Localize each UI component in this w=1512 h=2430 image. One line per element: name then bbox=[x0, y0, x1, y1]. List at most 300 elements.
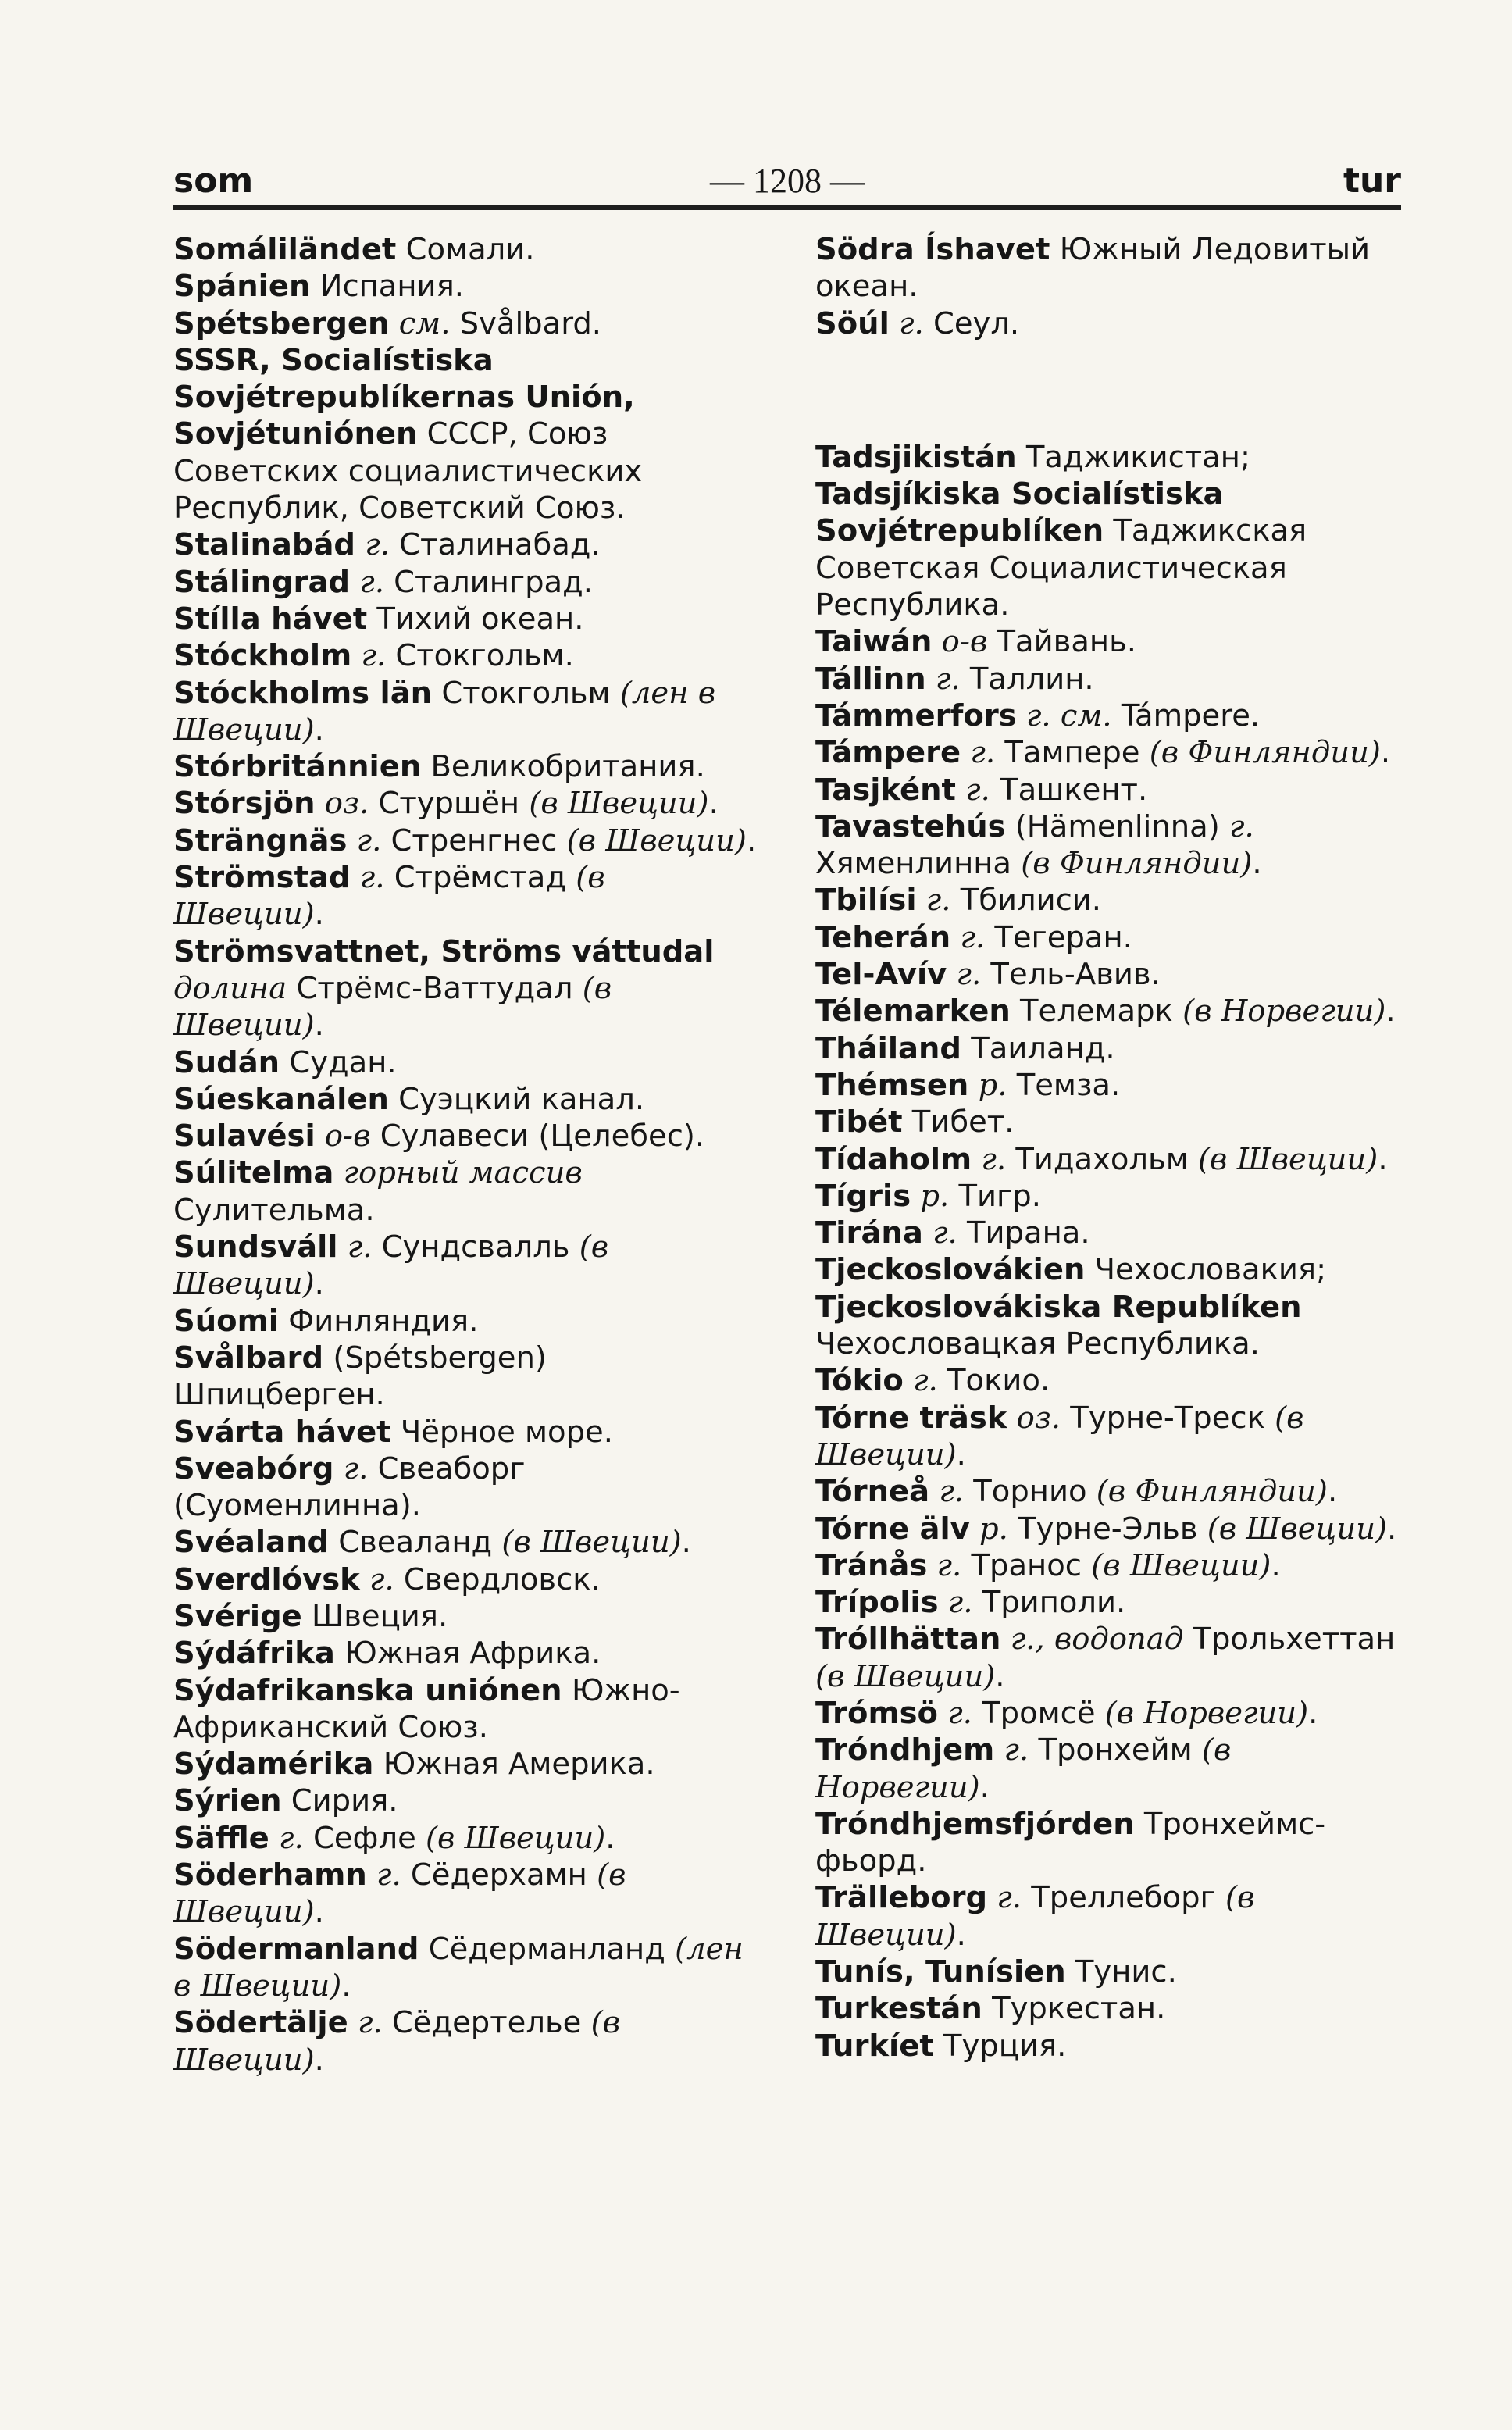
grammar-note: г. bbox=[994, 1732, 1029, 1768]
headword: Tháiland bbox=[815, 1030, 961, 1066]
grammar-note: г. bbox=[987, 1880, 1022, 1916]
dictionary-entry bbox=[815, 2028, 1403, 2064]
dictionary-entry bbox=[815, 661, 1403, 698]
grammar-note: г. bbox=[925, 661, 961, 697]
headword: Strömstad bbox=[173, 860, 351, 896]
grammar-note: г. см. bbox=[1016, 698, 1112, 733]
grammar-note: г. bbox=[916, 883, 951, 919]
translation: Чёрное море. bbox=[390, 1414, 613, 1450]
dictionary-entry bbox=[815, 993, 1403, 1029]
translation: Сталинабад. bbox=[389, 527, 601, 563]
translation: . bbox=[1308, 1695, 1318, 1731]
dictionary-entry bbox=[815, 1251, 1403, 1362]
translation: . bbox=[995, 1658, 1005, 1694]
headword: Svålbard bbox=[173, 1340, 324, 1376]
grammar-note: г. bbox=[947, 957, 982, 993]
headword: Tadsjikistán bbox=[815, 439, 1017, 475]
translation: Тайвань. bbox=[987, 624, 1137, 660]
headword: Strängnäs bbox=[173, 822, 348, 858]
headword: Sverdlóvsk bbox=[173, 1561, 360, 1597]
dictionary-entry bbox=[815, 1362, 1403, 1399]
dictionary-entry bbox=[815, 1511, 1403, 1547]
headword: Trómsö bbox=[815, 1695, 938, 1731]
headword: Söúl bbox=[815, 305, 890, 341]
translation: Триполи. bbox=[972, 1585, 1126, 1621]
dictionary-entry bbox=[173, 1561, 761, 1598]
dictionary-entry bbox=[173, 1635, 761, 1672]
grammar-note: (в Швеции) bbox=[1198, 1141, 1378, 1177]
translation: Южная Америка. bbox=[373, 1747, 655, 1782]
headword: Söderhamn bbox=[173, 1857, 367, 1893]
headword: Strömsvattnet, Ströms váttudal bbox=[173, 933, 715, 969]
headword: Stóckholms län bbox=[173, 675, 433, 711]
headword: Támpere bbox=[815, 735, 961, 771]
dictionary-entry bbox=[173, 231, 761, 268]
translation: Сёдертелье bbox=[382, 2005, 591, 2041]
dictionary-entry bbox=[173, 1081, 761, 1118]
translation: Тронхейм bbox=[1029, 1732, 1202, 1768]
headword: Södertälje bbox=[173, 2005, 348, 2041]
grammar-note: (в Норвегии) bbox=[1104, 1695, 1309, 1731]
dictionary-entry bbox=[815, 919, 1403, 956]
translation: Сеул. bbox=[923, 305, 1020, 341]
translation: Ташкент. bbox=[990, 772, 1148, 808]
translation: . bbox=[1387, 1511, 1397, 1547]
translation: Финляндия. bbox=[278, 1303, 479, 1339]
headword: Támmerfors bbox=[815, 698, 1017, 733]
translation: Сулавеси (Целебес). bbox=[370, 1119, 705, 1154]
dictionary-entry bbox=[815, 439, 1403, 623]
translation: Svålbard. bbox=[450, 305, 602, 341]
headword: Sulavési bbox=[173, 1119, 316, 1154]
grammar-note: см. bbox=[389, 305, 451, 341]
headword: Tirána bbox=[815, 1215, 923, 1251]
dictionary-entry bbox=[815, 1990, 1403, 2027]
dictionary-entry bbox=[173, 526, 761, 563]
translation: Токио. bbox=[937, 1363, 1050, 1399]
translation: . bbox=[314, 712, 324, 748]
dictionary-entry bbox=[173, 785, 761, 822]
translation: Тбилиси. bbox=[950, 883, 1102, 919]
headword: Sýdamérika bbox=[173, 1747, 374, 1782]
headword: Sýrien bbox=[173, 1783, 282, 1819]
dictionary-entry bbox=[815, 734, 1403, 771]
headword: Tasjként bbox=[815, 772, 956, 808]
translation: . bbox=[956, 1436, 966, 1472]
grammar-note: г. bbox=[351, 638, 387, 674]
grammar-note: (в Швеции) bbox=[173, 970, 612, 1044]
headword: SSSR, Socialístiska Sovjétrepublíkernas Unión, Sovjétuniónen bbox=[173, 342, 635, 452]
translation: Тромсё bbox=[972, 1695, 1105, 1731]
dictionary-entry bbox=[173, 1782, 761, 1819]
translation: . bbox=[681, 1525, 691, 1561]
header-left-guideword: som bbox=[173, 161, 254, 201]
headword: Tibét bbox=[815, 1104, 903, 1140]
grammar-note: г., водопад bbox=[1000, 1622, 1184, 1657]
translation: Треллеборг bbox=[1022, 1880, 1225, 1916]
headword: Tróndhjem bbox=[815, 1732, 995, 1768]
dictionary-entry bbox=[815, 1215, 1403, 1251]
headword: Sýdafrikanska uniónen bbox=[173, 1672, 562, 1708]
grammar-note: г. bbox=[937, 1695, 972, 1731]
translation: Сомали. bbox=[396, 232, 535, 267]
grammar-note: (в Финляндии) bbox=[1021, 846, 1253, 882]
headword: Tígris bbox=[815, 1178, 911, 1214]
dictionary-entry bbox=[815, 231, 1403, 305]
grammar-note: р. bbox=[969, 1511, 1008, 1547]
grammar-note: (лен в Швеции) bbox=[173, 1931, 744, 2004]
dictionary-entry bbox=[815, 772, 1403, 808]
translation: Тегеран. bbox=[985, 919, 1132, 955]
translation: Свердловск. bbox=[394, 1561, 601, 1597]
entry-gap bbox=[815, 372, 1403, 409]
grammar-note: г. bbox=[972, 1141, 1007, 1177]
translation: Таджикистан; bbox=[1016, 439, 1250, 475]
translation: (Spétsbergen) Шпицберген. bbox=[173, 1340, 547, 1413]
headword: Súlitelma bbox=[173, 1155, 334, 1191]
headword: Sundsváll bbox=[173, 1229, 338, 1265]
grammar-note: (в Швеции) bbox=[1091, 1547, 1271, 1583]
grammar-note: г. bbox=[359, 1561, 394, 1597]
dictionary-entry bbox=[173, 268, 761, 305]
dictionary-entry bbox=[173, 2004, 761, 2079]
translation: Сёдерхамн bbox=[401, 1857, 597, 1893]
headword: Stálingrad bbox=[173, 564, 350, 600]
headword: Södra Íshavet bbox=[815, 232, 1050, 267]
translation: Тампере bbox=[995, 735, 1150, 771]
headword: Tjeckoslovákiska Republíken bbox=[815, 1289, 1302, 1325]
dictionary-entry bbox=[173, 1672, 761, 1747]
translation: Телемарк bbox=[1010, 994, 1183, 1029]
headword: Svéaland bbox=[173, 1525, 330, 1561]
headword: Tunís, Tunísien bbox=[815, 1954, 1066, 1990]
dictionary-entry bbox=[815, 1584, 1403, 1621]
dictionary-entry bbox=[173, 1340, 761, 1414]
dictionary-entry bbox=[173, 1931, 761, 2005]
dictionary-entry bbox=[173, 822, 761, 859]
dictionary-entry bbox=[173, 748, 761, 785]
dictionary-entry bbox=[815, 1695, 1403, 1732]
dictionary-entry bbox=[173, 1118, 761, 1154]
dictionary-entry bbox=[173, 305, 761, 342]
translation: Трольхеттан bbox=[1183, 1622, 1396, 1657]
translation: Суэцкий канал. bbox=[388, 1081, 645, 1117]
translation: Стокгольм. bbox=[386, 638, 574, 674]
headword: Thémsen bbox=[815, 1067, 969, 1103]
dictionary-entry bbox=[173, 933, 761, 1044]
headword: Säffle bbox=[173, 1820, 269, 1856]
dictionary-entry bbox=[815, 623, 1403, 660]
dictionary-entry bbox=[815, 882, 1403, 919]
headword: Taiwán bbox=[815, 624, 933, 660]
translation: . bbox=[746, 822, 757, 858]
translation: СССР, Союз Советских социалистических Республик, Советский Союз. bbox=[173, 416, 643, 526]
headword: Tjeckoslovákien bbox=[815, 1252, 1086, 1288]
dictionary-entry bbox=[815, 808, 1403, 883]
headword: Stóckholm bbox=[173, 638, 352, 674]
translation: Турне-Эльв bbox=[1007, 1511, 1207, 1547]
headword: Tbilísi bbox=[815, 883, 917, 919]
translation: Тель-Авив. bbox=[981, 957, 1161, 993]
headword: Tórne träsk bbox=[815, 1400, 1007, 1436]
translation: Сталинград. bbox=[383, 564, 593, 600]
grammar-note: горный массив bbox=[333, 1155, 583, 1191]
dictionary-entry bbox=[173, 1451, 761, 1525]
dictionary-entry bbox=[173, 1303, 761, 1340]
translation: Тирана. bbox=[957, 1215, 1090, 1251]
dictionary-entry bbox=[173, 1229, 761, 1303]
translation: . bbox=[314, 2042, 324, 2078]
translation: Таллин. bbox=[960, 661, 1094, 697]
translation: . bbox=[1327, 1474, 1338, 1510]
translation: Чехословацкая Республика. bbox=[815, 1326, 1260, 1362]
headword: Sudán bbox=[173, 1044, 280, 1080]
grammar-note: г. bbox=[350, 564, 384, 600]
headword: Svárta hávet bbox=[173, 1414, 391, 1450]
dictionary-entry bbox=[173, 859, 761, 933]
headword: Trípolis bbox=[815, 1585, 939, 1621]
translation: . bbox=[1380, 735, 1391, 771]
dictionary-entry bbox=[173, 1598, 761, 1635]
dictionary-entry bbox=[815, 1621, 1403, 1695]
headword: Sveabórg bbox=[173, 1451, 334, 1486]
translation: Сёдерманланд bbox=[419, 1931, 676, 1967]
grammar-note: г. bbox=[333, 1451, 369, 1486]
headword: Stórsjön bbox=[173, 786, 316, 822]
grammar-note: (в Норвегии) bbox=[815, 1732, 1232, 1805]
translation: Стуршён bbox=[369, 786, 530, 822]
translation: Сулительма. bbox=[173, 1192, 375, 1228]
headword: Södermanland bbox=[173, 1931, 419, 1967]
grammar-note: долина bbox=[173, 970, 287, 1006]
dictionary-entry bbox=[815, 1954, 1403, 1990]
translation: Стрёмстад bbox=[384, 860, 576, 896]
translation: Таджикская Советская Социалистическая Республика. bbox=[815, 513, 1307, 623]
headword: Súeskanálen bbox=[173, 1081, 389, 1117]
dictionary-entry bbox=[173, 637, 761, 674]
grammar-note: (в Швеции) bbox=[173, 860, 605, 933]
left-column bbox=[173, 231, 761, 2079]
grammar-note: г. bbox=[1228, 808, 1254, 844]
translation: Таиланд. bbox=[961, 1030, 1115, 1066]
translation: Туркестан. bbox=[982, 1991, 1166, 2027]
translation: Сундсвалль bbox=[372, 1229, 579, 1265]
dictionary-entry bbox=[173, 1746, 761, 1782]
page-number: — 1208 — bbox=[710, 162, 865, 200]
dictionary-entry bbox=[173, 1524, 761, 1561]
translation: Темза. bbox=[1007, 1067, 1121, 1103]
page-header bbox=[173, 153, 1401, 208]
grammar-note: (в Швеции) bbox=[529, 786, 709, 822]
grammar-note: (лен в Швеции) bbox=[173, 675, 716, 748]
grammar-note: г. bbox=[337, 1229, 373, 1265]
grammar-note: г. bbox=[938, 1585, 973, 1621]
translation: . bbox=[314, 1266, 324, 1302]
translation: Стрёмс-Ваттудал bbox=[287, 970, 583, 1006]
grammar-note: (в Норвегии) bbox=[1182, 994, 1386, 1029]
headword: Télemarken bbox=[815, 994, 1011, 1029]
translation: . bbox=[341, 1968, 351, 2004]
grammar-note: (в Швеции) bbox=[1207, 1511, 1388, 1547]
headword: Tavastehús bbox=[815, 808, 1006, 844]
grammar-note: р. bbox=[968, 1067, 1007, 1103]
dictionary-entry bbox=[173, 564, 761, 601]
translation: Сефле bbox=[303, 1820, 426, 1856]
dictionary-entry bbox=[815, 1473, 1403, 1510]
headword: Tórne älv bbox=[815, 1511, 970, 1547]
translation: Чехословакия; bbox=[1085, 1252, 1327, 1288]
dictionary-entry bbox=[815, 1141, 1403, 1178]
dictionary-entry bbox=[173, 1857, 761, 1931]
headword: Tel-Avív bbox=[815, 957, 947, 993]
headword: Teherán bbox=[815, 919, 951, 955]
headword: Tránås bbox=[815, 1547, 928, 1583]
headword: Stílla hávet bbox=[173, 601, 368, 637]
grammar-note: (в Финляндии) bbox=[1096, 1474, 1328, 1510]
dictionary-entry bbox=[173, 1820, 761, 1857]
translation: Támpere. bbox=[1111, 698, 1261, 733]
translation: Сирия. bbox=[281, 1783, 398, 1819]
dictionary-entry bbox=[173, 1414, 761, 1451]
grammar-note: г. bbox=[366, 1857, 401, 1893]
translation: Южная Африка. bbox=[334, 1636, 601, 1672]
translation: Южный Ледовитый океан. bbox=[815, 232, 1371, 305]
grammar-note: г. bbox=[889, 305, 924, 341]
translation: . bbox=[708, 786, 719, 822]
headword: Tadsjíkiska Socialístiska Sovjétrepublíken bbox=[815, 476, 1224, 549]
translation: (Hämenlinna) bbox=[1005, 808, 1229, 844]
translation: . bbox=[605, 1820, 615, 1856]
grammar-note: (в Швеции) bbox=[815, 1400, 1304, 1472]
headword: Svérige bbox=[173, 1598, 302, 1634]
headword: Tállinn bbox=[815, 661, 926, 697]
headword: Stórbritánnien bbox=[173, 749, 422, 785]
translation: . bbox=[314, 897, 324, 933]
grammar-note: г. bbox=[961, 735, 996, 771]
translation: Тидахольм bbox=[1006, 1141, 1199, 1177]
translation: . bbox=[1378, 1141, 1388, 1177]
grammar-note: г. bbox=[903, 1363, 938, 1399]
headword: Trälleborg bbox=[815, 1880, 988, 1916]
translation: . bbox=[1252, 846, 1262, 882]
headword: Tróndhjemsfjórden bbox=[815, 1806, 1135, 1842]
translation: Тигр. bbox=[949, 1178, 1041, 1214]
headword: Turkíet bbox=[815, 2028, 934, 2064]
headword: Stalinabád bbox=[173, 527, 355, 563]
dictionary-entry bbox=[815, 1806, 1403, 1880]
translation: . bbox=[979, 1769, 990, 1805]
dictionary-entry bbox=[815, 1104, 1403, 1140]
grammar-note: г. bbox=[269, 1820, 304, 1856]
dictionary-entry bbox=[815, 698, 1403, 734]
translation: . bbox=[1271, 1547, 1281, 1583]
grammar-note: (в Швеции) bbox=[173, 2005, 620, 2078]
headword: Tídaholm bbox=[815, 1141, 972, 1177]
grammar-note: р. bbox=[911, 1178, 950, 1214]
dictionary-entry bbox=[815, 1067, 1403, 1104]
headword: Spánien bbox=[173, 269, 311, 305]
dictionary-entry bbox=[815, 1547, 1403, 1584]
translation: Свеаланд bbox=[329, 1525, 502, 1561]
header-rule bbox=[173, 205, 1401, 210]
grammar-note: г. bbox=[350, 860, 385, 896]
headword: Somáliländet bbox=[173, 232, 397, 267]
translation: Тронхеймс-фьорд. bbox=[815, 1806, 1326, 1879]
translation: . bbox=[314, 1894, 324, 1930]
dictionary-entry bbox=[173, 1044, 761, 1081]
grammar-note: (в Швеции) bbox=[426, 1820, 606, 1856]
grammar-note: (в Швеции) bbox=[566, 822, 747, 858]
grammar-note: (в Швеции) bbox=[173, 1229, 609, 1302]
translation: . bbox=[314, 1008, 324, 1044]
grammar-note: г. bbox=[348, 2005, 383, 2041]
grammar-note: г. bbox=[929, 1474, 965, 1510]
translation: Хяменлинна bbox=[815, 846, 1022, 882]
dictionary-entry bbox=[815, 956, 1403, 993]
headword: Tróllhättan bbox=[815, 1622, 1001, 1657]
grammar-note: г. bbox=[347, 822, 382, 858]
grammar-note: (в Швеции) bbox=[501, 1525, 682, 1561]
translation: Тибет. bbox=[902, 1104, 1015, 1140]
dictionary-entry bbox=[815, 1030, 1403, 1067]
headword: Tórneå bbox=[815, 1474, 930, 1510]
grammar-note: о-в bbox=[932, 624, 988, 660]
grammar-note: о-в bbox=[315, 1119, 371, 1154]
translation: Турне-Треск bbox=[1061, 1400, 1275, 1436]
translation: Транос bbox=[961, 1547, 1092, 1583]
translation: Свеаборг (Суоменлинна). bbox=[173, 1451, 526, 1524]
grammar-note: оз. bbox=[1007, 1400, 1061, 1436]
grammar-note: г. bbox=[355, 527, 390, 563]
translation: Судан. bbox=[280, 1044, 397, 1080]
dictionary-entry bbox=[815, 1178, 1403, 1215]
translation: Южно-Африканский Союз. bbox=[173, 1672, 680, 1745]
dictionary-entry bbox=[815, 1879, 1403, 1954]
grammar-note: г. bbox=[955, 772, 990, 808]
grammar-note: г. bbox=[922, 1215, 957, 1251]
headword: Tókio bbox=[815, 1363, 904, 1399]
translation: Стренгнес bbox=[381, 822, 567, 858]
dictionary-entry bbox=[815, 1732, 1403, 1806]
dictionary-entry bbox=[173, 342, 761, 526]
dictionary-entry bbox=[815, 305, 1403, 342]
headword: Sýdáfrika bbox=[173, 1636, 335, 1672]
headword: Turkestán bbox=[815, 1991, 982, 2027]
grammar-note: (в Швеции) bbox=[815, 1658, 996, 1694]
translation: Стокгольм bbox=[432, 675, 620, 711]
grammar-note: (в Швеции) bbox=[173, 1857, 626, 1930]
translation: Тунис. bbox=[1065, 1954, 1177, 1990]
dictionary-entry bbox=[173, 675, 761, 749]
dictionary-entry bbox=[173, 1154, 761, 1229]
translation: . bbox=[1385, 994, 1396, 1029]
translation: . bbox=[956, 1917, 966, 1953]
dictionary-entry bbox=[815, 1400, 1403, 1474]
translation: Торнио bbox=[964, 1474, 1097, 1510]
grammar-note: оз. bbox=[315, 786, 369, 822]
grammar-note: (в Швеции) bbox=[815, 1880, 1255, 1953]
header-right-guideword: tur bbox=[1343, 161, 1401, 201]
translation: Тихий океан. bbox=[367, 601, 584, 637]
translation: Турция. bbox=[933, 2028, 1067, 2064]
grammar-note: (в Финляндии) bbox=[1149, 735, 1381, 771]
dictionary-entry bbox=[173, 601, 761, 637]
headword: Súomi bbox=[173, 1303, 279, 1339]
grammar-note: г. bbox=[927, 1547, 962, 1583]
translation: Испания. bbox=[310, 269, 464, 305]
translation: Швеция. bbox=[301, 1598, 448, 1634]
translation: Великобритания. bbox=[421, 749, 705, 785]
